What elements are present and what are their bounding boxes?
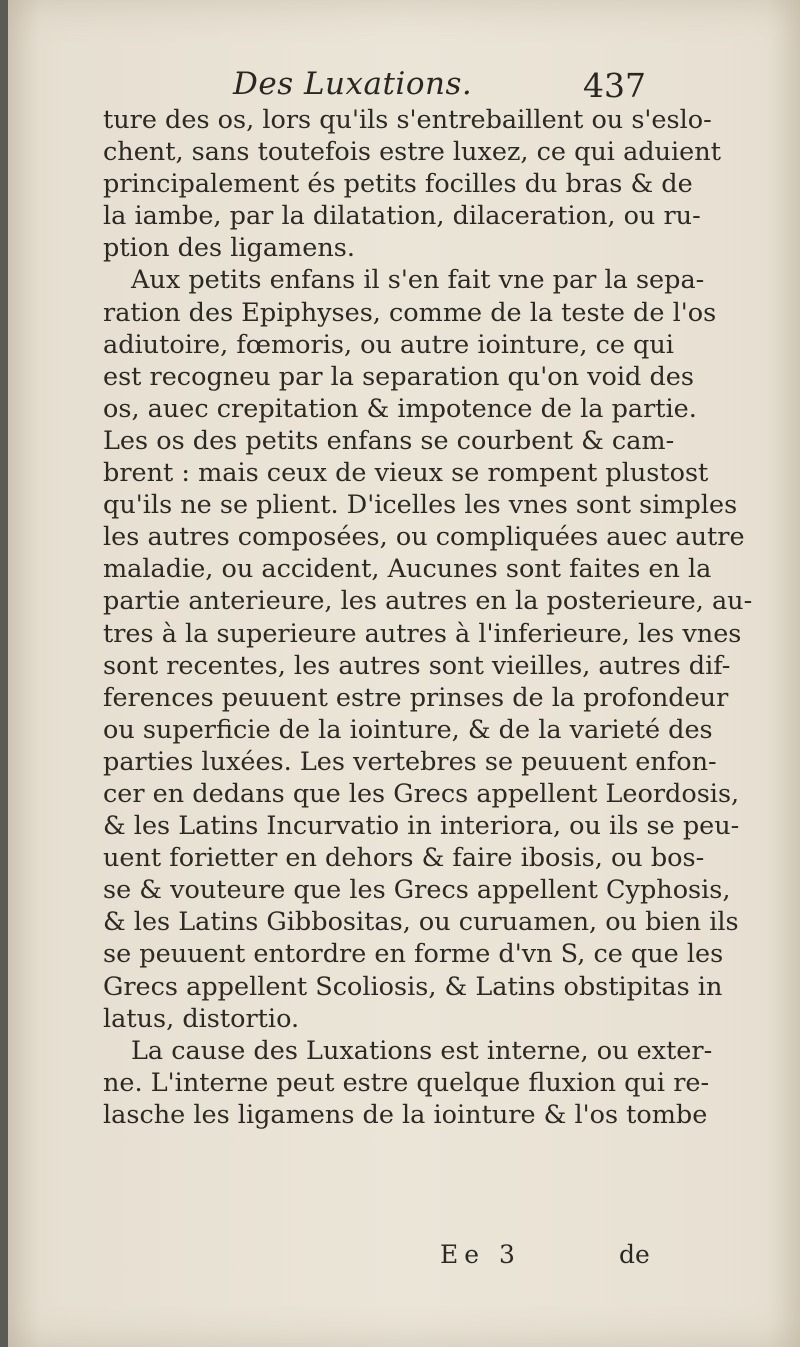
text-line: brent : mais ceux de vieux se rompent plustost: [103, 458, 709, 489]
text-line: chent, sans toutefois estre luxez, ce qui aduient: [103, 137, 721, 168]
running-title: Des Luxations.: [233, 66, 473, 102]
text-line: ption des ligamens.: [103, 233, 355, 264]
text-line: ne. L'interne peut estre quelque fluxion qui re-: [103, 1067, 710, 1098]
text-line: cer en dedans que les Grecs appellent Leordosis,: [103, 778, 740, 809]
text-line: les autres composées, ou compliquées auec autre: [103, 522, 745, 553]
book-page: [8, 0, 800, 1347]
text-line: ture des os, lors qu'ils s'entrebaillent ou s'eslo-: [103, 105, 712, 135]
text-line: sont recentes, les autres sont vieilles, autres dif-: [103, 650, 731, 681]
text-line: la iambe, par la dilatation, dilaceration, ou ru-: [103, 201, 701, 232]
text-line: parties luxées. Les vertebres se peuuent enfon-: [103, 746, 717, 777]
text-line: ou superficie de la iointure, & de la varieté des: [103, 714, 713, 745]
text-line: maladie, ou accident, Aucunes sont faites en la: [103, 554, 712, 585]
text-line: qu'ils ne se plient. D'icelles les vnes sont simples: [103, 490, 738, 521]
text-line: ferences peuuent estre prinses de la profondeur: [103, 682, 729, 713]
text-line: se & vouteure que les Grecs appellent Cyphosis,: [103, 875, 731, 906]
text-line: & les Latins Incurvatio in interiora, ou ils se peu-: [103, 811, 740, 842]
text-line: adiutoire, fœmoris, ou autre iointure, ce qui: [103, 329, 674, 360]
text-line: La cause des Luxations est interne, ou exter-: [131, 1035, 713, 1066]
text-line: tres à la superieure autres à l'inferieure, les vnes: [103, 618, 742, 649]
text-line: os, auec crepitation & impotence de la partie.: [103, 393, 697, 424]
text-line: Aux petits enfans il s'en fait vne par la sepa-: [131, 265, 705, 296]
page-footer: [8, 1240, 800, 1280]
text-line: partie anterieure, les autres en la posterieure, au-: [103, 586, 753, 617]
text-line: Grecs appellent Scoliosis, & Latins obstipitas in: [103, 971, 723, 1002]
text-line: se peuuent entordre en forme d'vn S, ce que les: [103, 939, 724, 970]
text-line: & les Latins Gibbositas, ou curuamen, ou bien ils: [103, 907, 739, 938]
text-line: Les os des petits enfans se courbent & cam-: [103, 425, 675, 456]
page-number: 437: [583, 66, 646, 105]
text-line: est recogneu par la separation qu'on void des: [103, 361, 694, 392]
text-line: lasche les ligamens de la iointure & l'os tombe: [103, 1099, 708, 1130]
body-text: [103, 104, 753, 1131]
text-line: principalement és petits focilles du bras & de: [103, 169, 693, 200]
catchword: de: [619, 1240, 650, 1269]
text-line: uent forietter en dehors & faire ibosis, ou bos-: [103, 843, 705, 874]
signature-mark: Ee 3: [440, 1240, 521, 1269]
text-line: ration des Epiphyses, comme de la teste de l'os: [103, 297, 717, 328]
text-line: latus, distortio.: [103, 1003, 300, 1034]
